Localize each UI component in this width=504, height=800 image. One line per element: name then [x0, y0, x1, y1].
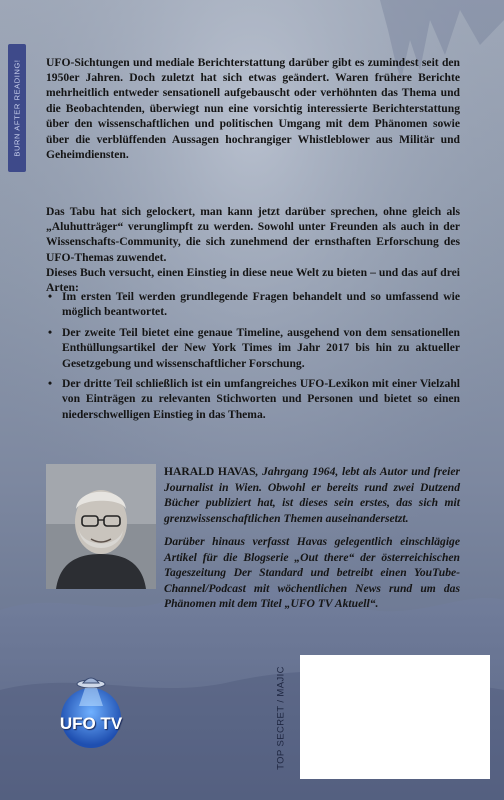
vertical-note-label: TOP SECRET / MAJIC — [275, 665, 287, 770]
intro-paragraph: UFO-Sichtungen und mediale Berichterstattung darüber gibt es zumindest seit den 1950er Jahren. Doch zuletzt hat sich etwas geändert. Waren frühere Berichte mehrheitlich entweder sensationell aufgebauscht oder verhöhnten das Thema und die Beobachtenden, überwiegt nun eine vorsichtig interessierte Berichterstattung über den wissenschaftlichen und politischen Umgang mit dem Phänomen sowie über die verblüffenden Aussagen hochrangiger Whistleblower aus Militär und Geheimdiensten. — [46, 55, 460, 162]
vertical-note — [274, 650, 288, 785]
author-bio-text: , Jahrgang 1964, lebt als Autor und freier Journalist in Wien. Obwohl er bereits rund zwei Dutzend Bücher publiziert hat, ist dieses sein erstes, das sich mit grenzwissenschaftlichen Themen auseinandersetzt. — [164, 465, 461, 525]
ufo-tv-logo-text: UFO TV — [59, 714, 123, 733]
bullet-item-3: • Der dritte Teil schließlich ist ein umfangreiches UFO-Lexikon mit einer Vielzahl von Einträgen zu relevanten Stichworten und Personen und bietet so einen niederschwelligen Einstieg in das Thema. — [46, 376, 460, 422]
author-photo — [46, 464, 156, 589]
bullet-item-1: • Im ersten Teil werden grundlegende Fragen behandelt und so umfassend wie möglich beantwortet. — [46, 289, 460, 320]
bullet-list — [46, 289, 460, 427]
author-bio-extra: Darüber hinaus verfasst Havas gelegentlich einschlägige Artikel für die Blogserie „Out there“ der österreichischen Tageszeitung Der Standard und betreibt einen YouTube-Channel/Podcast mit wöchentlichen News rund um das Phänomen mit dem Titel „UFO TV Aktuell“. — [164, 535, 460, 611]
taboo-paragraph: Das Tabu hat sich gelockert, man kann jetzt darüber sprechen, ohne gleich als „Aluhutträger“ verunglimpft zu werden. Sowohl unter Freunden als auch in der Wissenschafts-Community, die sich zunehmend der ernsthaften Erforschung des UFO-Themas zuwendet. — [46, 204, 460, 264]
spine-tag-label: BURN AFTER READING! — [12, 59, 22, 157]
book-paragraph: Dieses Buch versucht, einen Einstieg in diese neue Welt zu bieten – und das auf drei Arten: — [46, 265, 460, 294]
spine-tag — [8, 44, 26, 172]
barcode-placeholder — [300, 655, 490, 779]
bullet-item-2: • Der zweite Teil bietet eine genaue Timeline, ausgehend von dem sensationellen Enthüllungsartikel der New York Times im Jahr 2017 bis hin zu aktueller Gesetzgebung und wissenschaftlicher Forschung. — [46, 325, 460, 371]
author-bio — [164, 464, 460, 526]
author-name: HARALD HAVAS — [164, 465, 256, 478]
ufo-tv-logo — [52, 668, 130, 750]
